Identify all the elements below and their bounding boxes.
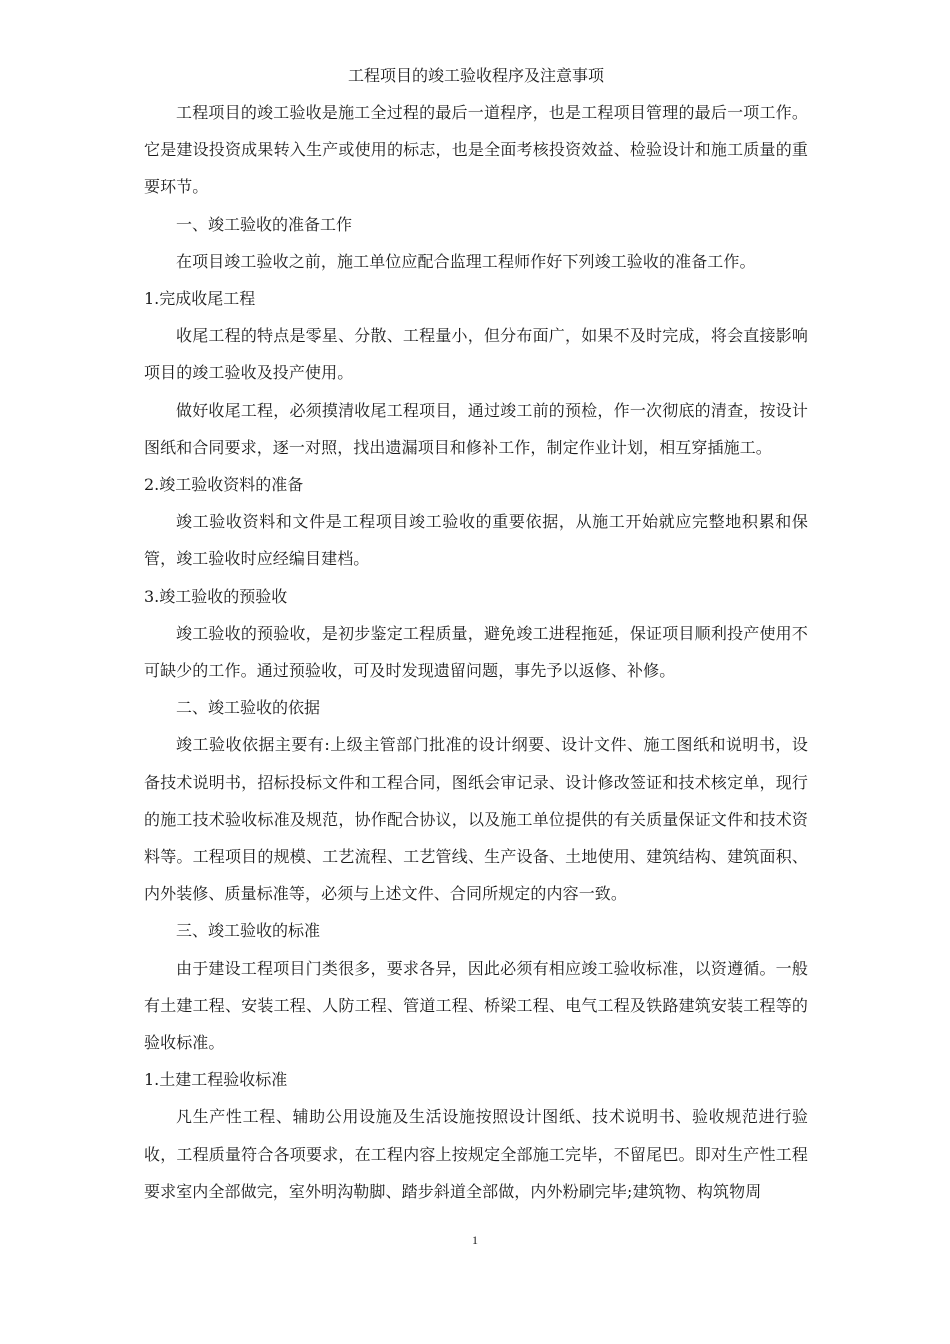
subsection-heading-3-1: 1.土建工程验收标准 — [144, 1070, 288, 1090]
paragraph: 凡生产性工程、辅助公用设施及生活设施按照设计图纸、技术说明书、验收规范进行验收，工程质量符合各项要求，在工程内容上按规定全部施工完毕，不留尾巴。即对生产性工程要求室内全部做完，室外明沟勒脚、踏步斜道全部做，内外粉刷完毕;建筑物、构筑物周 — [144, 1107, 808, 1201]
document-body — [144, 62, 808, 1210]
paragraph: 在项目竣工验收之前，施工单位应配合监理工程师作好下列竣工验收的准备工作。 — [176, 251, 756, 271]
section-heading-1: 一、竣工验收的准备工作 — [176, 214, 353, 234]
subsection-heading-1-2: 2.竣工验收资料的准备 — [144, 475, 304, 495]
document-title: 工程项目的竣工验收程序及注意事项 — [347, 66, 604, 85]
section-heading-3: 三、竣工验收的标准 — [176, 921, 321, 941]
subsection-heading-1-3: 3.竣工验收的预验收 — [144, 586, 288, 606]
paragraph: 收尾工程的特点是零星、分散、工程量小，但分布面广，如果不及时完成，将会直接影响项目的竣工验收及投产使用。 — [144, 326, 808, 383]
paragraph: 由于建设工程项目门类很多，要求各异，因此必须有相应竣工验收标准，以资遵循。一般有土建工程、安装工程、人防工程、管道工程、桥梁工程、电气工程及铁路建筑安装工程等的验收标准。 — [144, 958, 808, 1053]
paragraph: 竣工验收依据主要有:上级主管部门批准的设计纲要、设计文件、施工图纸和说明书，设备技术说明书，招标投标文件和工程合同，图纸会审记录、设计修改签证和技术核定单，现行的施工技术验收标准及规范，协作配合协议，以及施工单位提供的有关质量保证文件和技术资料等。工程项目的规模、工艺流程、工艺管线、生产设备、土地使用、建筑结构、建筑面积、内外装修、质量标准等，必须与上述文件、合同所规定的内容一致。 — [144, 735, 808, 904]
paragraph: 竣工验收的预验收，是初步鉴定工程质量，避免竣工进程拖延，保证项目顺利投产使用不可缺少的工作。通过预验收，可及时发现遗留问题，事先予以返修、补修。 — [144, 623, 808, 681]
section-heading-2: 二、竣工验收的依据 — [176, 698, 321, 718]
paragraph: 竣工验收资料和文件是工程项目竣工验收的重要依据，从施工开始就应完整地积累和保管，竣工验收时应经编目建档。 — [144, 512, 808, 569]
subsection-heading-1-1: 1.完成收尾工程 — [144, 289, 256, 309]
paragraph: 做好收尾工程，必须摸清收尾工程项目，通过竣工前的预检，作一次彻底的清查，按设计图纸和合同要求，逐一对照，找出遗漏项目和修补工作，制定作业计划，相互穿插施工。 — [144, 400, 808, 457]
page-number: 1 — [472, 1233, 478, 1247]
paragraph-intro: 工程项目的竣工验收是施工全过程的最后一道程序，也是工程项目管理的最后一项工作。它是建设投资成果转入生产或使用的标志，也是全面考核投资效益、检验设计和施工质量的重要环节。 — [144, 103, 808, 197]
